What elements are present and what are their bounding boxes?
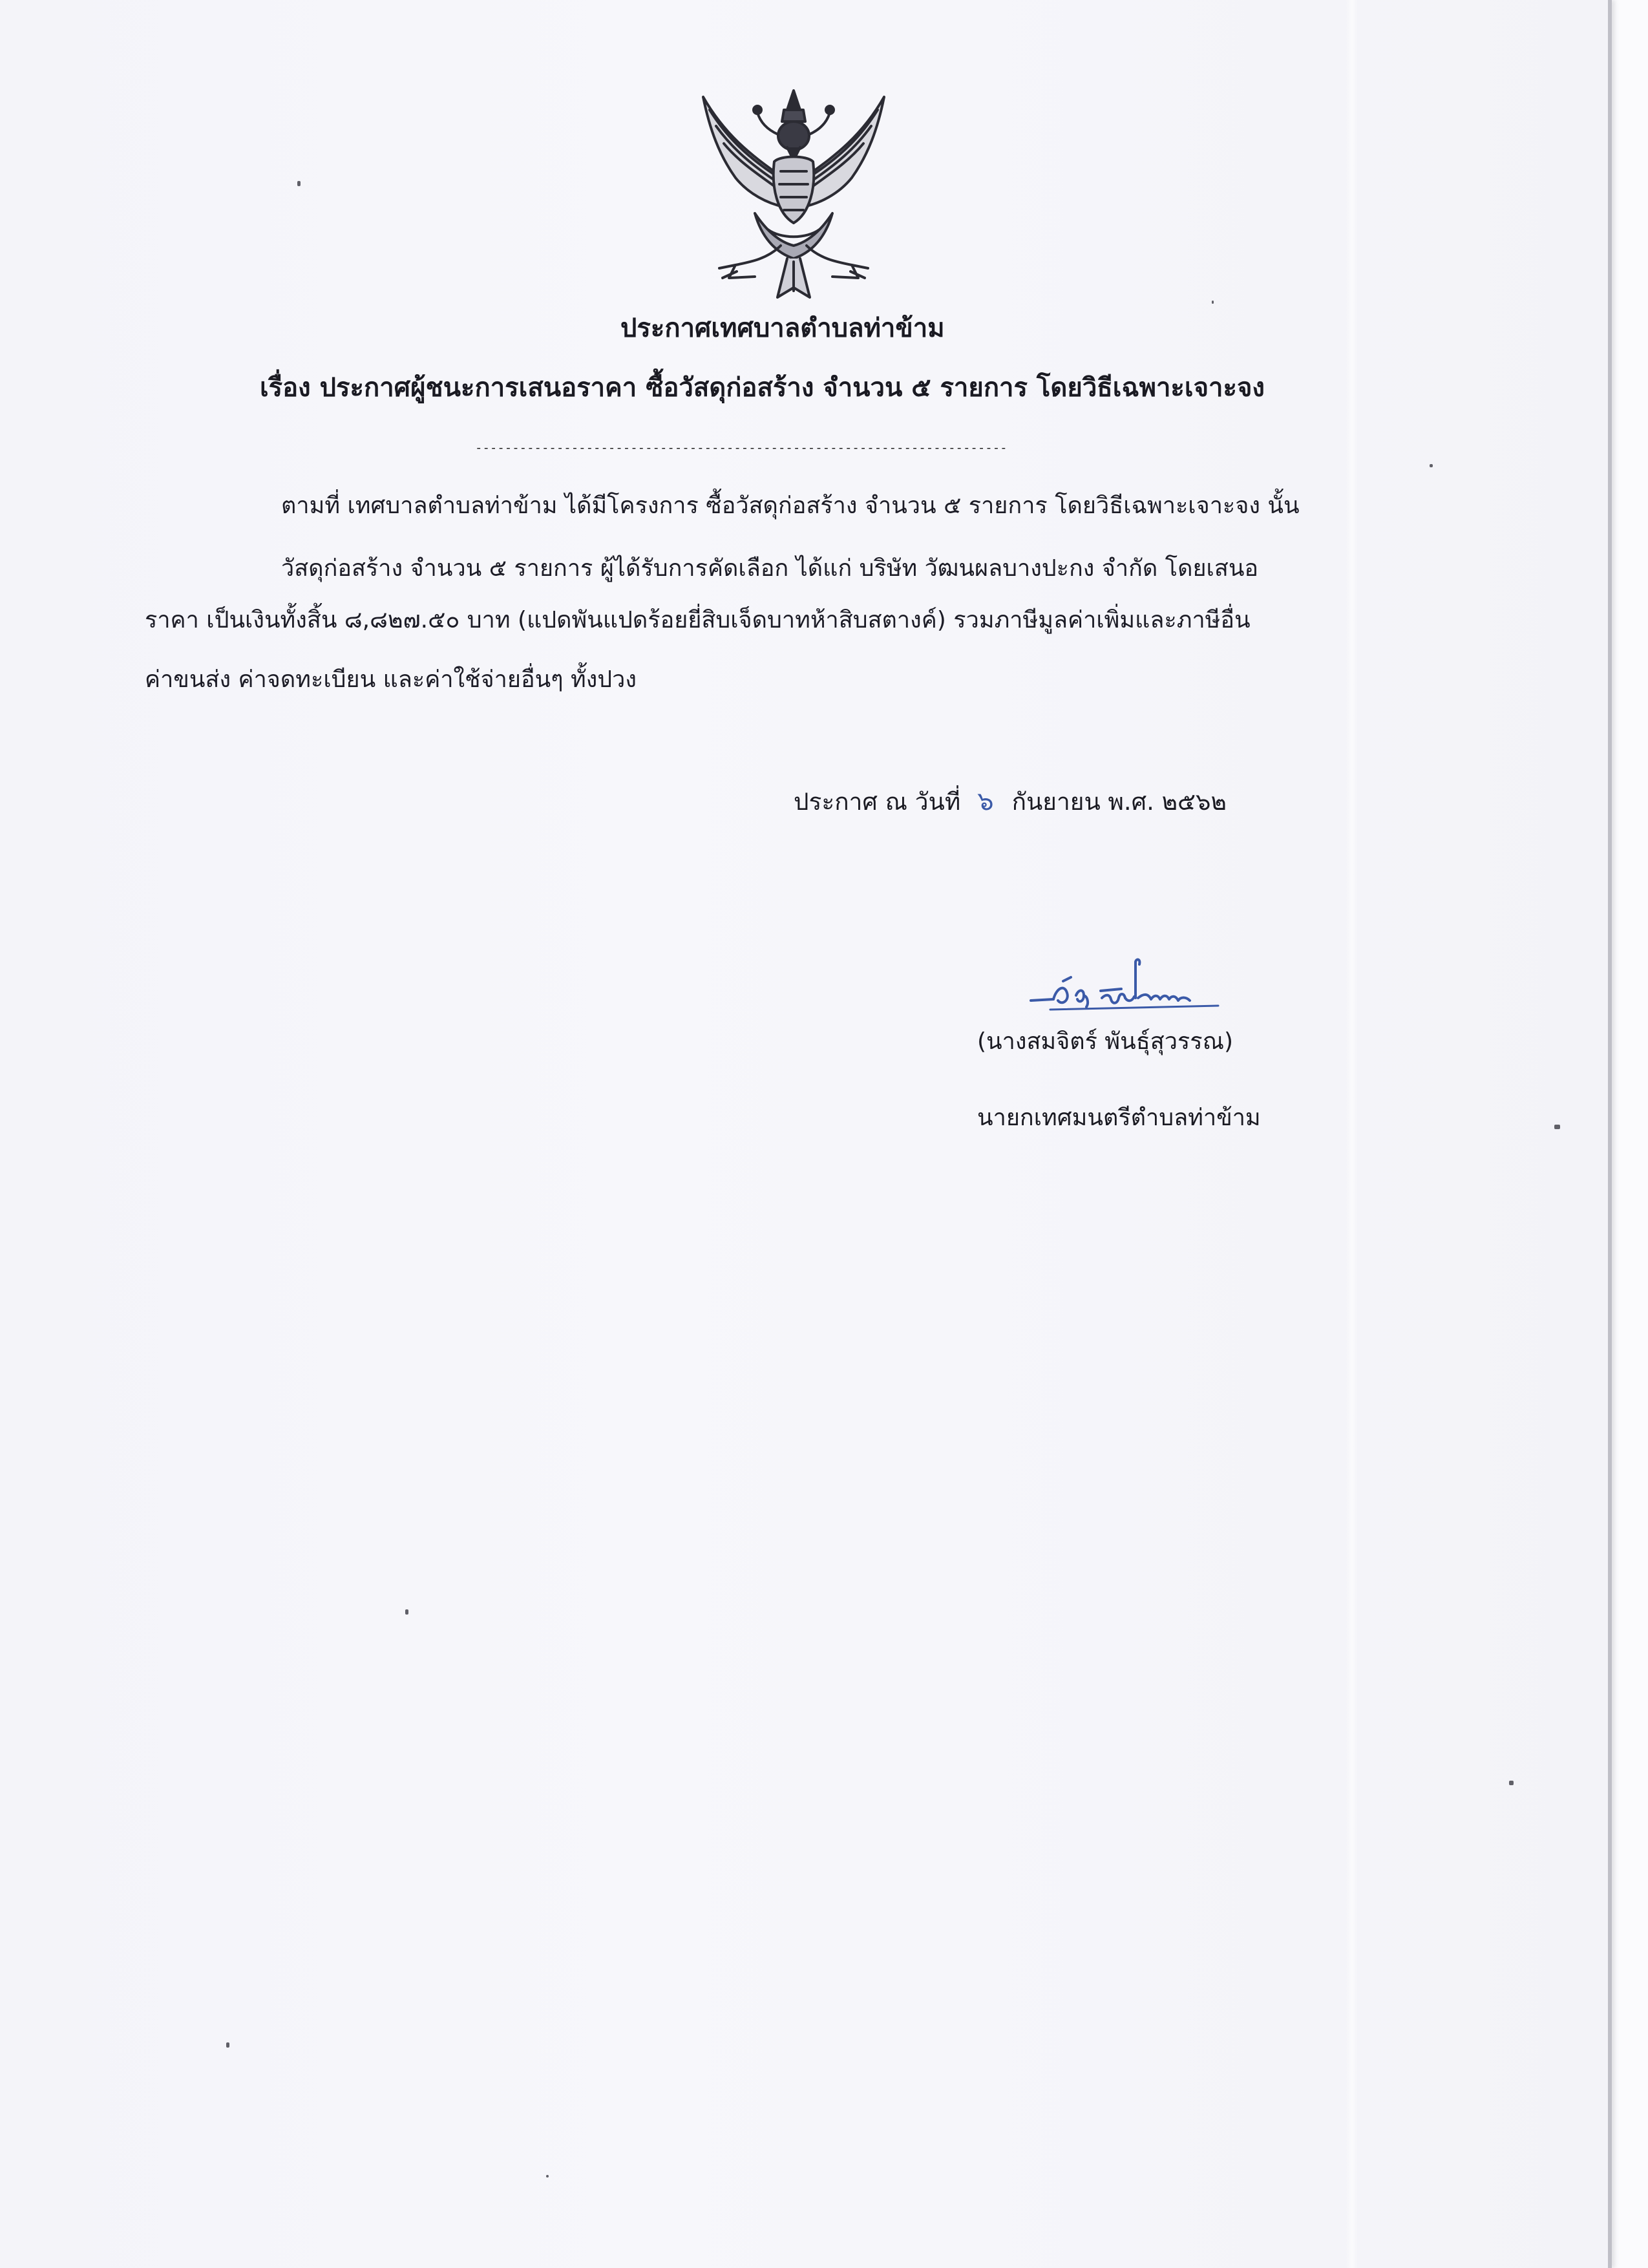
dust-speck [226, 2042, 229, 2048]
body-line-1: ตามที่ เทศบาลตำบลท่าข้าม ได้มีโครงการ ซื้อวัสดุก่อสร้าง จำนวน ๕ รายการ โดยวิธีเฉพาะเจาะจง นั้น [281, 493, 1300, 519]
paper-fold-highlight [1346, 0, 1358, 2268]
announcement-date [794, 789, 1227, 814]
dust-speck [1212, 301, 1214, 304]
signatory-name: (นางสมจิตร์ พันธุ์สุวรรณ) [977, 1028, 1234, 1055]
body-line-2: วัสดุก่อสร้าง จำนวน ๕ รายการ ผู้ได้รับการคัดเลือก ได้แก่ บริษัท วัฒนผลบางปะกง จำกัด โดยเสนอ [281, 555, 1259, 582]
date-day-handwritten: ๖ [977, 787, 994, 816]
signature-mark [1024, 955, 1238, 1026]
announcement-title: ประกาศเทศบาลตำบลท่าข้าม [620, 313, 945, 343]
announcement-subject: เรื่อง ประกาศผู้ชนะการเสนอราคา ซื้อวัสดุก่อสร้าง จำนวน ๕ รายการ โดยวิธีเฉพาะเจาะจง [260, 373, 1265, 403]
garuda-emblem-icon [690, 84, 897, 308]
dust-speck [405, 1609, 408, 1615]
date-prefix: ประกาศ ณ วันที่ [794, 788, 961, 816]
body-line-4: ค่าขนส่ง ค่าจดทะเบียน และค่าใช้จ่ายอื่นๆ ทั้งปวง [145, 666, 637, 693]
dust-speck [1554, 1125, 1560, 1129]
dust-speck [1509, 1781, 1514, 1785]
body-line-3: ราคา เป็นเงินทั้งสิ้น ๘,๘๒๗.๕๐ บาท (แปดพันแปดร้อยยี่สิบเจ็ดบาทห้าสิบสตางค์) รวมภาษีมูลค่าเพิ่มและภาษีอื่น [145, 607, 1251, 633]
dust-speck [546, 2175, 549, 2178]
date-month-year: กันยายน พ.ศ. ๒๕๖๒ [1011, 788, 1227, 816]
dust-speck [297, 181, 301, 186]
scanner-edge [1608, 0, 1612, 2268]
section-divider: ------------------------------------------------------------------------ [475, 441, 1008, 455]
signatory-position: นายกเทศมนตรีตำบลท่าข้าม [977, 1105, 1261, 1131]
dust-speck [1430, 464, 1433, 467]
